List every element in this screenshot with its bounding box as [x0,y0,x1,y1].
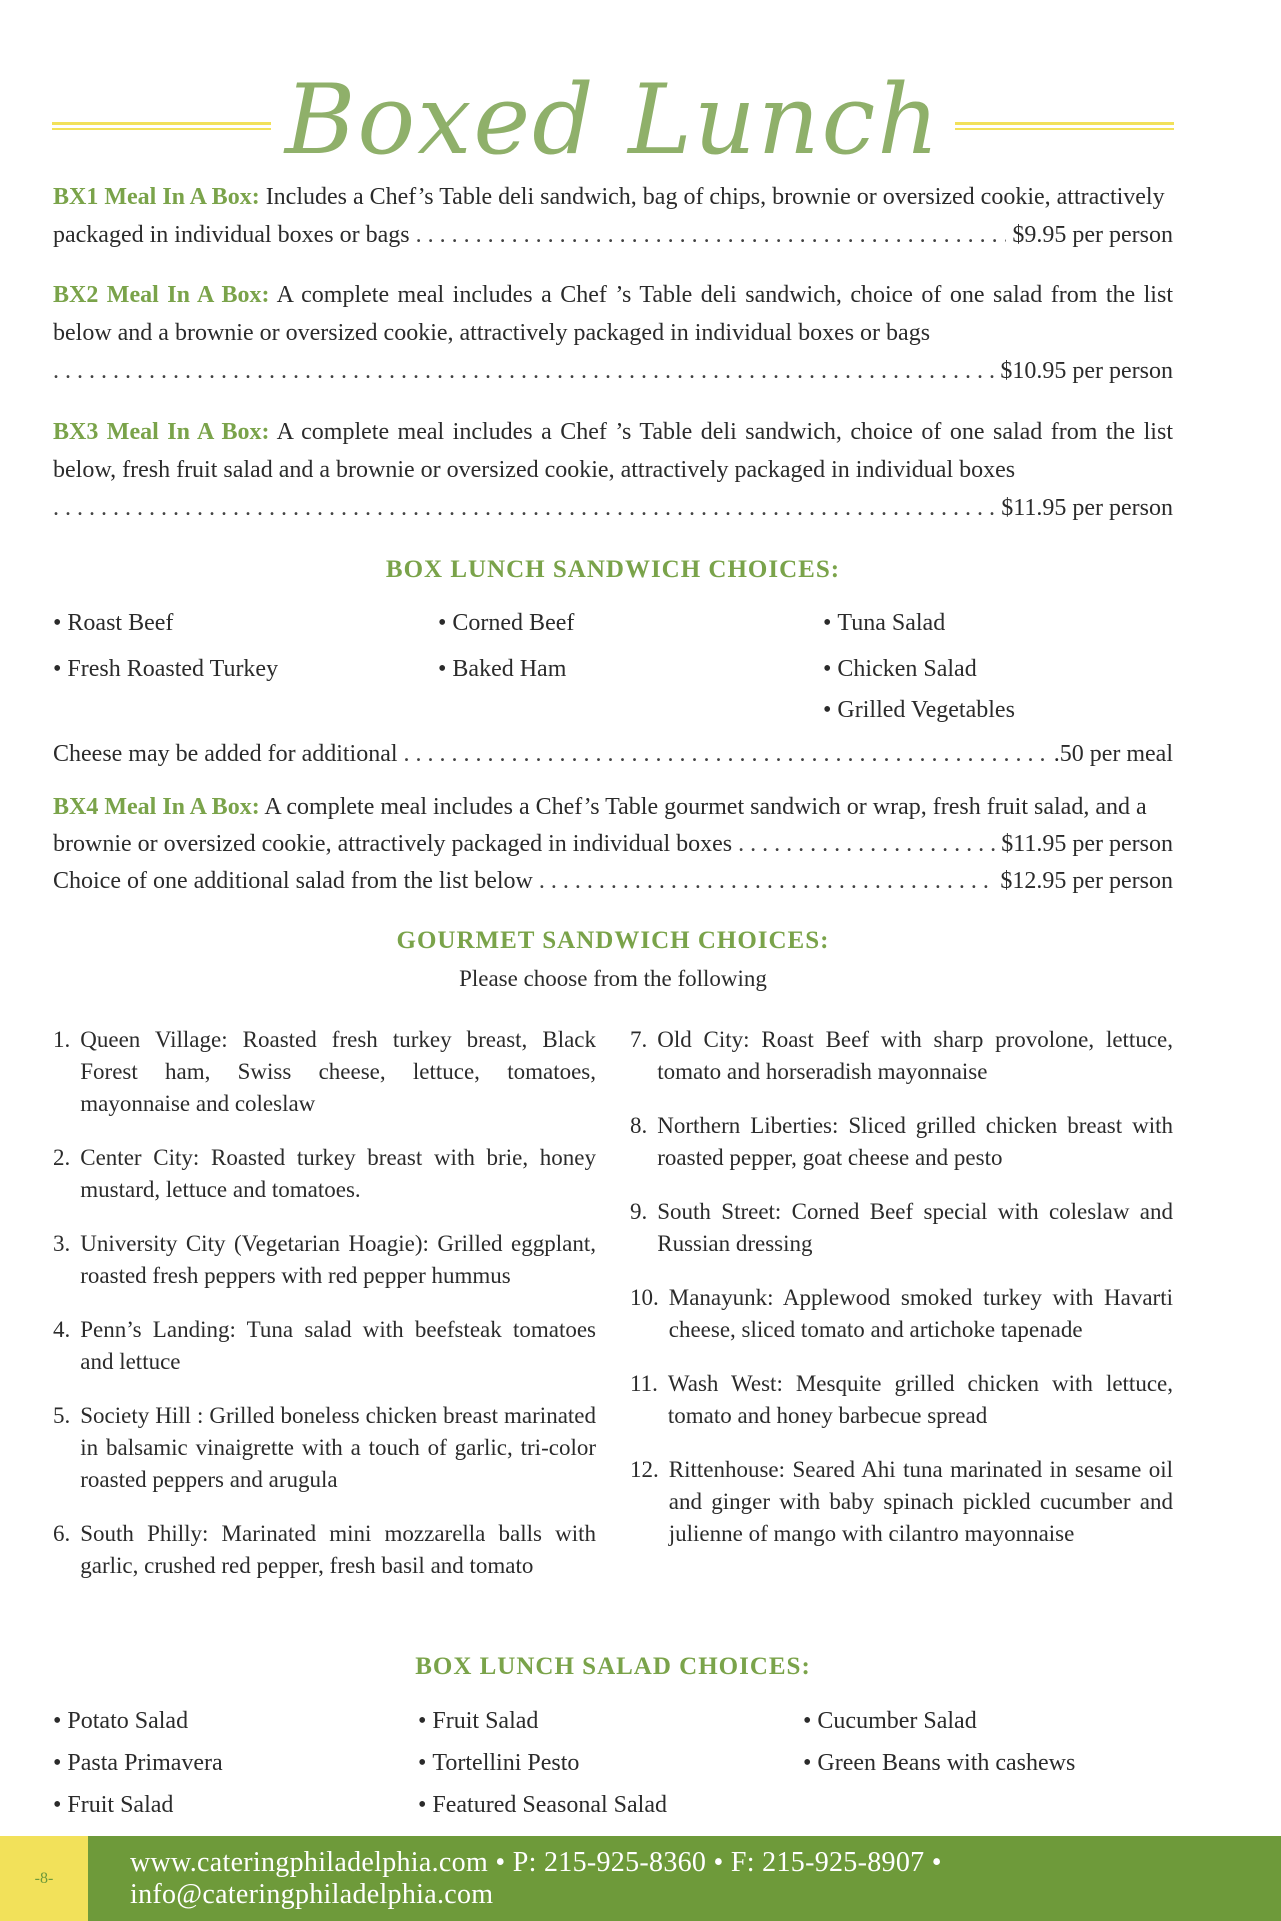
bx1-text-line2: packaged in individual boxes or bags [53,222,410,248]
list-item: 10. Manayunk: Applewood smoked turkey with Havarti cheese, sliced tomato and artichoke tapenade [630,1285,1173,1342]
list-item: • Fresh Roasted Turkey [53,656,279,682]
bx4-label: BX4 Meal In A Box: [53,794,260,820]
gourmet-subheading: Please choose from the following [459,966,767,991]
bx1-label: BX1 Meal In A Box: [53,184,260,210]
sandwich-choices-heading: BOX LUNCH SANDWICH CHOICES: [385,556,841,583]
dot-leader [404,735,1048,773]
bx2-price: $10.95 per person [1000,358,1173,384]
list-item: • Green Beans with cashews [803,1750,1076,1776]
bx4-text-line2: brownie or oversized cookie, attractively packaged in individual boxes [53,831,733,857]
bx1-block [53,178,1173,254]
gourmet-list-right [630,1024,1173,1572]
bx3-block [53,413,1173,527]
list-item: • Potato Salad [53,1708,189,1734]
bx4-price1: $11.95 per person [1001,831,1173,857]
footer-contact[interactable]: www.cateringphiladelphia.com • P: 215-925-8360 • F: 215-925-8907 • info@cateringphiladelphia.com [130,1846,942,1910]
cheese-label: Cheese may be added for additional [53,741,398,767]
list-item: 11. Wash West: Mesquite grilled chicken with lettuce, tomato and honey barbecue spread [630,1371,1173,1428]
list-item: • Fruit Salad [418,1708,539,1734]
page-title-wrap [52,60,1174,180]
salad-choices-section [53,1648,1173,1686]
footer-bar [0,1836,1281,1921]
list-item: 1. Queen Village: Roasted fresh turkey breast, Black Forest ham, Swiss cheese, lettuce, tomatoes, mayonnaise and coleslaw [53,1027,596,1116]
list-item: 5. Society Hill : Grilled boneless chicken breast marinated in balsamic vinaigrette with a touch of garlic, tri-color roasted peppers and arugula [53,1403,596,1492]
bx4-text-line3: Choice of one additional salad from the list below [53,868,533,894]
page-title: Boxed Lunch [271,64,955,176]
gourmet-heading: GOURMET SANDWICH CHOICES: [396,927,830,954]
list-item: • Cucumber Salad [803,1708,977,1734]
list-item: 7. Old City: Roast Beef with sharp provolone, lettuce, tomato and horseradish mayonnaise [630,1027,1173,1084]
list-item: 6. South Philly: Marinated mini mozzarella balls with garlic, crushed red pepper, fresh basil and tomato [53,1521,596,1578]
list-item: 4. Penn’s Landing: Tuna salad with beefsteak tomatoes and lettuce [53,1317,596,1374]
list-item: 8. Northern Liberties: Sliced grilled chicken breast with roasted pepper, goat cheese and pesto [630,1113,1173,1170]
sandwich-choices-section [53,551,1173,589]
list-item: • Tuna Salad [823,610,946,636]
bx1-price: $9.95 per person [1012,222,1173,248]
list-item: • Chicken Salad [823,656,977,682]
dot-leader [53,352,994,390]
cheese-price: .50 per meal [1053,741,1173,767]
list-item: • Fruit Salad [53,1792,174,1818]
sandwich-choices-extra [53,690,1173,730]
page-header [52,60,1174,180]
cheese-line [53,735,1173,773]
bx2-label: BX2 Meal In A Box: [53,282,270,308]
list-item: • Grilled Vegetables [823,697,1015,723]
list-item: • Tortellini Pesto [418,1750,580,1776]
list-item: 9. South Street: Corned Beef special with coleslaw and Russian dressing [630,1199,1173,1256]
dot-leader [539,863,994,900]
salad-choices-list [53,1700,1173,1826]
bx4-text: A complete meal includes a Chef’s Table gourmet sandwich or wrap, fresh fruit salad, and a [264,794,1147,820]
bx3-text: A complete meal includes a Chef ’s Table deli sandwich, choice of one salad from the list below, fresh fruit salad and a brownie or oversized cookie, attractively packaged in individual boxes [53,419,1173,483]
list-item: • Corned Beef [438,610,575,636]
bx3-price: $11.95 per person [1001,495,1173,521]
list-item: 12. Rittenhouse: Seared Ahi tuna marinated in sesame oil and ginger with baby spinach pickled cucumber and julienne of mango with cilantro mayonnaise [630,1457,1173,1546]
page-number: -8- [0,1836,88,1921]
list-item: • Featured Seasonal Salad [418,1792,668,1818]
bx3-label: BX3 Meal In A Box: [53,419,270,445]
list-item: 3. University City (Vegetarian Hoagie): Grilled eggplant, roasted fresh peppers with red pepper hummus [53,1231,596,1288]
bx1-text: Includes a Chef’s Table deli sandwich, bag of chips, brownie or oversized cookie, attractively [265,184,1165,210]
list-item: 2. Center City: Roasted turkey breast with brie, honey mustard, lettuce and tomatoes. [53,1145,596,1202]
list-item: • Pasta Primavera [53,1750,223,1776]
bx2-text: A complete meal includes a Chef ’s Table deli sandwich, choice of one salad from the list below and a brownie or oversized cookie, attractively packaged in individual boxes or bags [53,282,1173,346]
bx4-block [53,789,1173,900]
dot-leader [738,826,995,863]
salad-choices-heading: BOX LUNCH SALAD CHOICES: [415,1653,811,1680]
dot-leader [416,216,1007,254]
list-item: • Baked Ham [438,656,567,682]
bx2-block [53,276,1173,390]
sandwich-choices-list [53,600,1173,692]
gourmet-section [53,922,1173,998]
list-item: • Roast Beef [53,610,174,636]
bx4-price2: $12.95 per person [1000,868,1173,894]
gourmet-list-left [53,1024,596,1604]
dot-leader [53,489,995,527]
